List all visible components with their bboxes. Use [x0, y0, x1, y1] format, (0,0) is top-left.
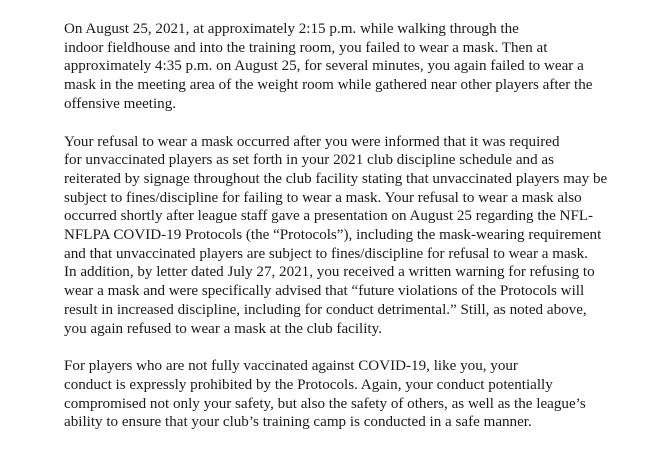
text-line: and that unvaccinated players are subject to fines/discipline for refusal to wear a mask. [64, 245, 588, 262]
text-line: conduct is expressly prohibited by the Protocols. Again, your conduct potentially [64, 376, 553, 393]
letter-body [17, 20, 637, 432]
text-line: compromised not only your safety, but also the safety of others, as well as the league’s [64, 395, 586, 412]
text-line: occurred shortly after league staff gave a presentation on August 25 regarding the NFL- [64, 208, 594, 225]
text-line: indoor fieldhouse and into the training room, you failed to wear a mask. Then at [64, 39, 548, 56]
text-line: ability to ensure that your club’s training camp is conducted in a safe manner. [64, 414, 532, 431]
text-line: offensive meeting. [64, 95, 177, 112]
paragraph-mask-violations [17, 20, 637, 114]
text-line: reiterated by signage throughout the club facility stating that unvaccinated players may be [64, 170, 608, 187]
text-line: In addition, by letter dated July 27, 2021, you received a written warning for refusing to [64, 264, 595, 281]
text-line: On August 25, 2021, at approximately 2:15 p.m. while walking through the [64, 21, 519, 37]
text-line: approximately 4:35 p.m. on August 25, for several minutes, you again failed to wear a [64, 58, 584, 75]
text-line: you again refused to wear a mask at the club facility. [64, 320, 382, 337]
text-line: Your refusal to wear a mask occurred after you were informed that it was required [64, 133, 560, 150]
text-line: wear a mask and were specifically advised that “future violations of the Protocols will [64, 283, 585, 300]
paragraph-conclusion [17, 357, 637, 432]
text-line: For players who are not fully vaccinated against COVID-19, like you, your [64, 358, 518, 375]
text-line: result in increased discipline, including for conduct detrimental.” Still, as noted above, [64, 301, 587, 318]
paragraph-prior-notice [17, 133, 637, 339]
text-line: mask in the meeting area of the weight room while gathered near other players after the [64, 77, 593, 94]
text-line: NFLPA COVID-19 Protocols (the “Protocols”), including the mask-wearing requirement [64, 227, 602, 244]
text-line: for unvaccinated players as set forth in your 2021 club discipline schedule and as [64, 152, 554, 169]
text-line: subject to fines/discipline for failing to wear a mask. Your refusal to wear a mask also [64, 189, 582, 206]
